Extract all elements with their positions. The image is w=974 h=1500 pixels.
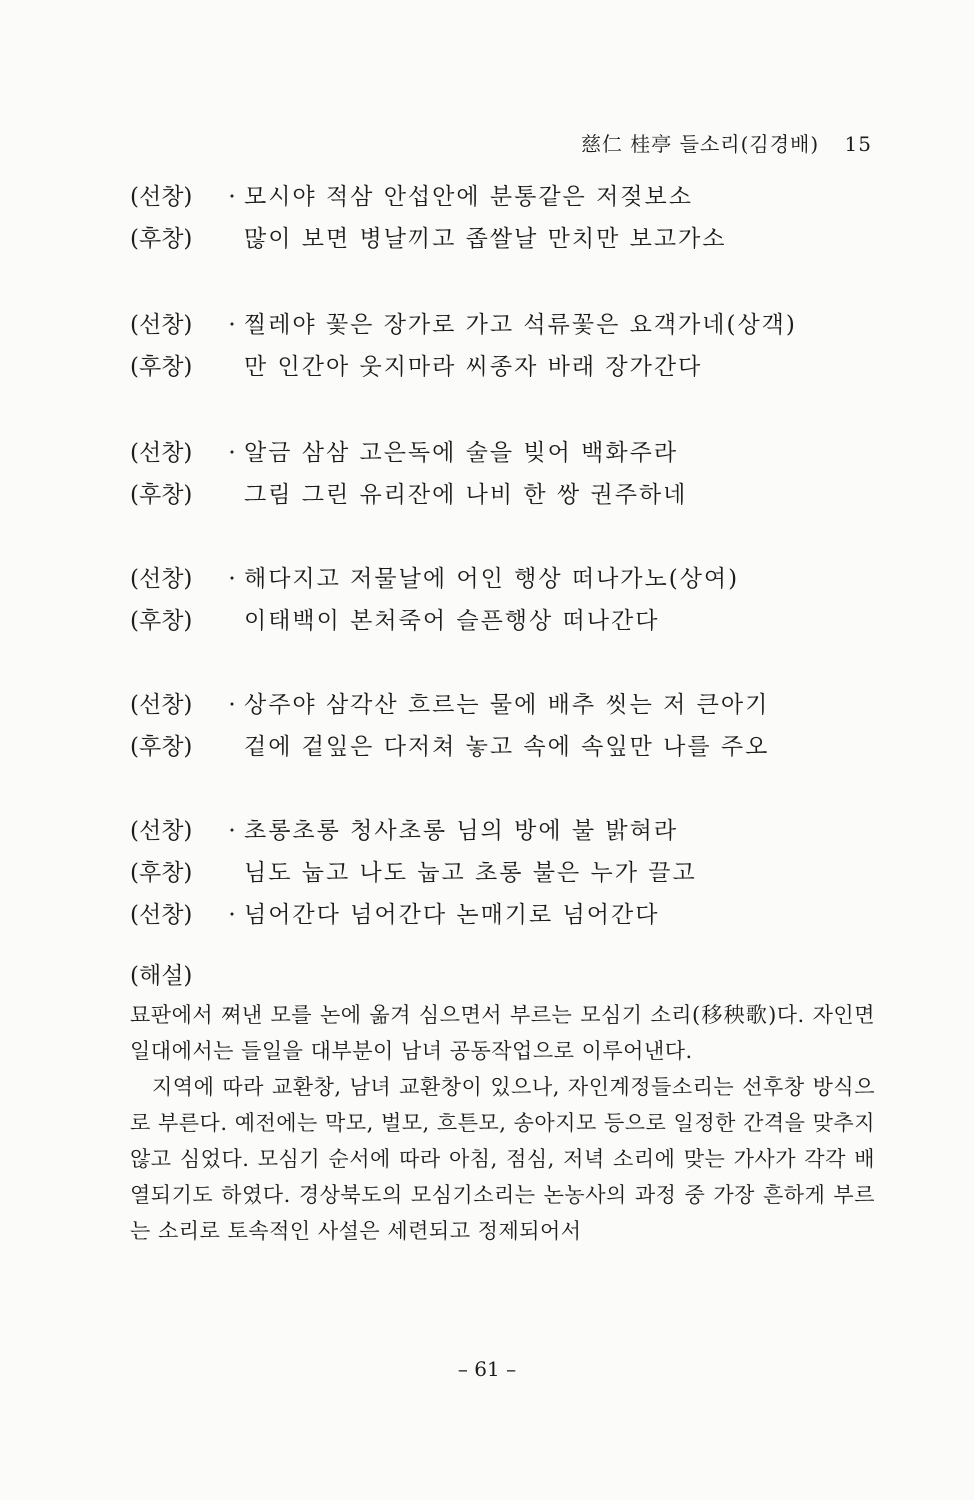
lyric-line — [130, 304, 890, 346]
page-number: – 61 – — [457, 1357, 517, 1381]
role-label: (선창) — [130, 818, 193, 844]
role-label: (후창) — [130, 226, 193, 252]
running-header — [581, 128, 872, 157]
lyric-line — [130, 600, 890, 642]
lyric-text: 이태백이 본처죽어 슬픈행상 떠나간다 — [244, 608, 660, 634]
lyric-line — [130, 852, 890, 894]
role-label: (후창) — [130, 734, 193, 760]
lyric-line — [130, 558, 890, 600]
bullet-marker: · — [228, 902, 236, 928]
role-label: (선창) — [130, 312, 193, 338]
role-label: (선창) — [130, 566, 193, 592]
lyric-text: 만 인간아 웃지마라 씨종자 바래 장가간다 — [244, 354, 703, 380]
role-label: (후창) — [130, 354, 193, 380]
stanza — [130, 176, 890, 260]
stanza — [130, 684, 890, 768]
bullet-marker: · — [228, 184, 236, 210]
lyric-text: 많이 보면 병날끼고 좁쌀날 만치만 보고가소 — [244, 226, 727, 252]
lyric-text: 그림 그린 유리잔에 나비 한 쌍 권주하네 — [244, 482, 688, 508]
commentary-paragraph: 지역에 따라 교환창, 남녀 교환창이 있으나, 자인계정들소리는 선후창 방식으로 부른다. 예전에는 막모, 벌모, 흐튼모, 송아지모 등으로 일정한 간격을 맞추지 않고 심었다. 모심기 순서에 따라 아침, 점심, 저녁 소리에 맞는 가사가 각각 배열되기도 하였다. 경상북도의 모심기소리는 논농사의 과정 중 가장 흔하게 부르는 소리로 토속적인 사설은 세련되고 정제되어서 — [130, 1075, 875, 1243]
lyric-text: 찔레야 꽃은 장가로 가고 석류꽃은 요객가네(상객) — [244, 312, 797, 338]
stanza — [130, 558, 890, 642]
role-label: (선창) — [130, 902, 193, 928]
bullet-marker: · — [228, 440, 236, 466]
role-label: (선창) — [130, 692, 193, 718]
lyric-line — [130, 726, 890, 768]
commentary-paragraph: 묘판에서 쪄낸 모를 논에 옮겨 심으면서 부르는 모심기 소리(移秧歌)다. 자인면 일대에서는 들일을 대부분이 남녀 공동작업으로 이루어낸다. — [130, 1003, 875, 1063]
role-label: (선창) — [130, 440, 193, 466]
bullet-marker: · — [228, 692, 236, 718]
lyric-text: 겉에 겉잎은 다저쳐 놓고 속에 속잎만 나를 주오 — [244, 734, 770, 760]
header-title: 慈仁 桂亭 들소리(김경배) — [580, 132, 820, 156]
header-page-number: 15 — [844, 132, 872, 156]
stanza — [130, 894, 890, 936]
lyric-text: 알금 삼삼 고은독에 술을 빚어 백화주라 — [244, 440, 679, 466]
lyric-line — [130, 432, 890, 474]
role-label: (후창) — [130, 608, 193, 634]
lyric-line — [130, 176, 890, 218]
commentary-section — [130, 955, 875, 1249]
lyric-text: 해다지고 저물날에 어인 행상 떠나가노(상여) — [244, 566, 740, 592]
lyric-text: 초롱초롱 청사초롱 님의 방에 불 밝혀라 — [244, 818, 679, 844]
lyric-text: 상주야 삼각산 흐르는 물에 배추 씻는 저 큰아기 — [244, 692, 770, 718]
bullet-marker: · — [228, 312, 236, 338]
lyric-line — [130, 810, 890, 852]
lyric-line — [130, 894, 890, 936]
role-label: (후창) — [130, 482, 193, 508]
stanza — [130, 810, 890, 852]
lyric-line — [130, 346, 890, 388]
stanza — [130, 304, 890, 388]
lyric-line — [130, 474, 890, 516]
lyric-line — [130, 218, 890, 260]
lyric-line — [130, 684, 890, 726]
lyric-text: 님도 눕고 나도 눕고 초롱 불은 누가 끌고 — [244, 860, 697, 886]
role-label: (선창) — [130, 184, 193, 210]
stanza — [130, 852, 890, 894]
bullet-marker: · — [228, 818, 236, 844]
commentary-heading: (해설) — [130, 963, 193, 989]
role-label: (후창) — [130, 860, 193, 886]
bullet-marker: · — [228, 566, 236, 592]
stanza — [130, 432, 890, 516]
lyric-text: 넘어간다 넘어간다 논매기로 넘어간다 — [244, 902, 660, 928]
lyric-text: 모시야 적삼 안섭안에 분통같은 저젖보소 — [244, 184, 693, 210]
